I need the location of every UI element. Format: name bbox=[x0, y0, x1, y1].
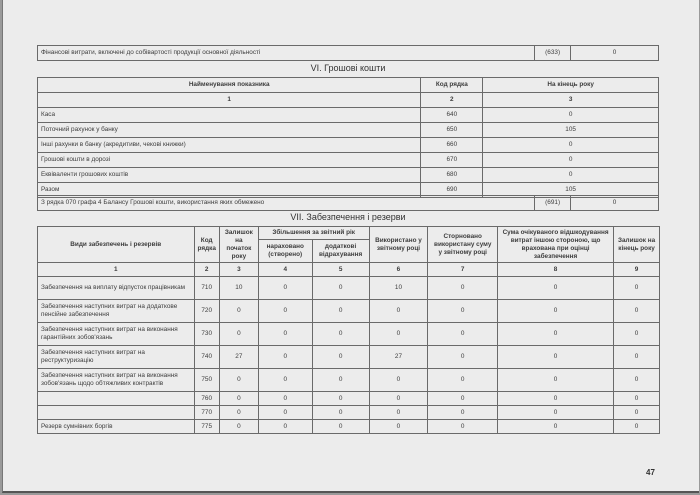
row-code: 730 bbox=[194, 323, 219, 346]
row-label: З рядка 070 графа 4 Балансу Грошові кошти, використання яких обмежено bbox=[38, 196, 535, 211]
row-label: Каса bbox=[38, 108, 421, 123]
row-code: 690 bbox=[421, 183, 483, 198]
row-value: 0 bbox=[614, 323, 660, 346]
row-value: 0 bbox=[258, 277, 312, 300]
row-value: 0 bbox=[614, 392, 660, 406]
header-code: Код рядка bbox=[421, 78, 483, 93]
header-opening: Залишок на початок року bbox=[219, 227, 258, 263]
row-code: 775 bbox=[194, 420, 219, 434]
column-number-row bbox=[38, 93, 659, 108]
row-value: 0 bbox=[428, 346, 498, 369]
row-value: 0 bbox=[312, 300, 369, 323]
page-number: 47 bbox=[646, 468, 655, 477]
row-value: 0 bbox=[369, 392, 428, 406]
col-number: 6 bbox=[369, 263, 428, 277]
row-value: 0 bbox=[614, 300, 660, 323]
row-code: 750 bbox=[194, 369, 219, 392]
header-indicator: Найменування показника bbox=[38, 78, 421, 93]
row-label: Забезпечення наступних витрат на реструктуризацію bbox=[38, 346, 195, 369]
header-accrued: нараховано (створено) bbox=[258, 240, 312, 263]
row-value: 0 bbox=[498, 346, 614, 369]
row-value: 0 bbox=[483, 153, 659, 168]
row-value: 0 bbox=[428, 392, 498, 406]
col-number: 3 bbox=[219, 263, 258, 277]
table-row bbox=[38, 392, 660, 406]
row-value: 0 bbox=[369, 406, 428, 420]
cash-table bbox=[37, 77, 659, 198]
row-code: (691) bbox=[535, 196, 571, 211]
col-number: 7 bbox=[428, 263, 498, 277]
table-row bbox=[38, 46, 659, 61]
row-value: 10 bbox=[369, 277, 428, 300]
row-code: 740 bbox=[194, 346, 219, 369]
row-value: 0 bbox=[219, 323, 258, 346]
row-label: Забезпечення наступних витрат на виконання гарантійних зобов'язань bbox=[38, 323, 195, 346]
row-value: 105 bbox=[483, 123, 659, 138]
row-value: 0 bbox=[498, 392, 614, 406]
row-label: Забезпечення наступних витрат на додаткове пенсійне забезпечення bbox=[38, 300, 195, 323]
row-value: 0 bbox=[498, 323, 614, 346]
row-value: 27 bbox=[369, 346, 428, 369]
header-closing: Залишок на кінець року bbox=[614, 227, 660, 263]
row-value: 0 bbox=[614, 420, 660, 434]
row-value: 0 bbox=[258, 420, 312, 434]
row-code: 670 bbox=[421, 153, 483, 168]
row-label: Забезпечення наступних витрат на виконання зобов'язань щодо обтяжливих контрактів bbox=[38, 369, 195, 392]
row-value: 0 bbox=[428, 406, 498, 420]
document-page bbox=[2, 0, 699, 493]
row-code: 710 bbox=[194, 277, 219, 300]
row-value: 10 bbox=[219, 277, 258, 300]
row-value: 0 bbox=[498, 277, 614, 300]
table-row bbox=[38, 168, 659, 183]
row-value: 27 bbox=[219, 346, 258, 369]
row-value: 0 bbox=[498, 406, 614, 420]
row-value: 0 bbox=[428, 300, 498, 323]
row-value: 0 bbox=[219, 300, 258, 323]
row-value: 0 bbox=[369, 323, 428, 346]
header-code: Код рядка bbox=[194, 227, 219, 263]
row-code: (633) bbox=[535, 46, 571, 61]
row-value: 0 bbox=[428, 420, 498, 434]
row-value: 0 bbox=[483, 138, 659, 153]
table-row bbox=[38, 108, 659, 123]
col-number: 2 bbox=[194, 263, 219, 277]
row-label: Еквіваленти грошових коштів bbox=[38, 168, 421, 183]
row-value: 0 bbox=[312, 420, 369, 434]
row-value: 0 bbox=[498, 300, 614, 323]
table-row bbox=[38, 196, 659, 211]
row-code: 760 bbox=[194, 392, 219, 406]
header-reimbursement: Сума очікуваного відшкодування витрат іншою стороною, що врахована при оцінці забезпечення bbox=[498, 227, 614, 263]
row-value: 0 bbox=[614, 369, 660, 392]
header-type: Види забезпечень і резервів bbox=[38, 227, 195, 263]
row-code: 770 bbox=[194, 406, 219, 420]
row-value: 0 bbox=[258, 346, 312, 369]
row-value: 0 bbox=[312, 369, 369, 392]
row-value: 0 bbox=[428, 369, 498, 392]
row-value: 0 bbox=[258, 369, 312, 392]
table-row bbox=[38, 346, 660, 369]
row-value: 0 bbox=[428, 323, 498, 346]
row-value: 105 bbox=[483, 183, 659, 198]
row-value: 0 bbox=[312, 392, 369, 406]
section-vi-title: VI. Грошові кошти bbox=[310, 63, 386, 73]
row-code: 640 bbox=[421, 108, 483, 123]
row-label: Разом bbox=[38, 183, 421, 198]
financial-expenses-table bbox=[37, 45, 659, 61]
header-additional: додаткові відрахування bbox=[312, 240, 369, 263]
row-value: 0 bbox=[369, 420, 428, 434]
row-value: 0 bbox=[312, 323, 369, 346]
row-code: 720 bbox=[194, 300, 219, 323]
row-value: 0 bbox=[483, 168, 659, 183]
row-label: Грошові кошти в дорозі bbox=[38, 153, 421, 168]
col-number: 4 bbox=[258, 263, 312, 277]
col-number: 5 bbox=[312, 263, 369, 277]
row-code: 660 bbox=[421, 138, 483, 153]
row-label: Інші рахунки в банку (акредитиви, чекові книжки) bbox=[38, 138, 421, 153]
row-value: 0 bbox=[258, 406, 312, 420]
row-value: 0 bbox=[428, 277, 498, 300]
row-value: 0 bbox=[219, 420, 258, 434]
header-row bbox=[38, 227, 660, 240]
header-used: Використано у звітному році bbox=[369, 227, 428, 263]
col-number: 3 bbox=[483, 93, 659, 108]
col-number: 8 bbox=[498, 263, 614, 277]
row-code: 650 bbox=[421, 123, 483, 138]
row-value: 0 bbox=[614, 346, 660, 369]
table-row bbox=[38, 300, 660, 323]
row-label: Фінансові витрати, включені до собівартості продукції основної діяльності bbox=[38, 46, 535, 61]
row-value: 0 bbox=[498, 369, 614, 392]
row-value: 0 bbox=[369, 300, 428, 323]
table-row bbox=[38, 323, 660, 346]
row-value: 0 bbox=[219, 392, 258, 406]
row-value: 0 bbox=[498, 420, 614, 434]
row-value: 0 bbox=[614, 406, 660, 420]
row-value: 0 bbox=[571, 196, 659, 211]
row-value: 0 bbox=[219, 369, 258, 392]
row-value: 0 bbox=[312, 406, 369, 420]
row-value: 0 bbox=[614, 277, 660, 300]
row-value: 0 bbox=[219, 406, 258, 420]
row-value: 0 bbox=[312, 346, 369, 369]
col-number: 1 bbox=[38, 263, 195, 277]
row-value: 0 bbox=[483, 108, 659, 123]
header-row bbox=[38, 78, 659, 93]
provisions-table bbox=[37, 226, 660, 434]
table-row bbox=[38, 138, 659, 153]
header-reversed: Сторновано використану суму у звітному році bbox=[428, 227, 498, 263]
table-row bbox=[38, 277, 660, 300]
row-label: Забезпечення на виплату відпусток працівникам bbox=[38, 277, 195, 300]
header-end-of-year: На кінець року bbox=[483, 78, 659, 93]
col-number: 9 bbox=[614, 263, 660, 277]
restricted-cash-table bbox=[37, 195, 659, 211]
header-increase: Збільшення за звітний рік bbox=[258, 227, 369, 240]
column-number-row bbox=[38, 263, 660, 277]
row-value: 0 bbox=[571, 46, 659, 61]
table-row bbox=[38, 406, 660, 420]
col-number: 2 bbox=[421, 93, 483, 108]
table-row bbox=[38, 369, 660, 392]
row-label bbox=[38, 392, 195, 406]
row-label: Резерв сумнівних боргів bbox=[38, 420, 195, 434]
row-value: 0 bbox=[258, 323, 312, 346]
table-row bbox=[38, 123, 659, 138]
row-label: Поточний рахунок у банку bbox=[38, 123, 421, 138]
table-row bbox=[38, 420, 660, 434]
row-value: 0 bbox=[258, 300, 312, 323]
section-vii-title: VII. Забезпечення і резерви bbox=[290, 212, 406, 222]
row-value: 0 bbox=[258, 392, 312, 406]
row-value: 0 bbox=[312, 277, 369, 300]
col-number: 1 bbox=[38, 93, 421, 108]
row-code: 680 bbox=[421, 168, 483, 183]
row-value: 0 bbox=[369, 369, 428, 392]
row-label bbox=[38, 406, 195, 420]
table-row bbox=[38, 153, 659, 168]
